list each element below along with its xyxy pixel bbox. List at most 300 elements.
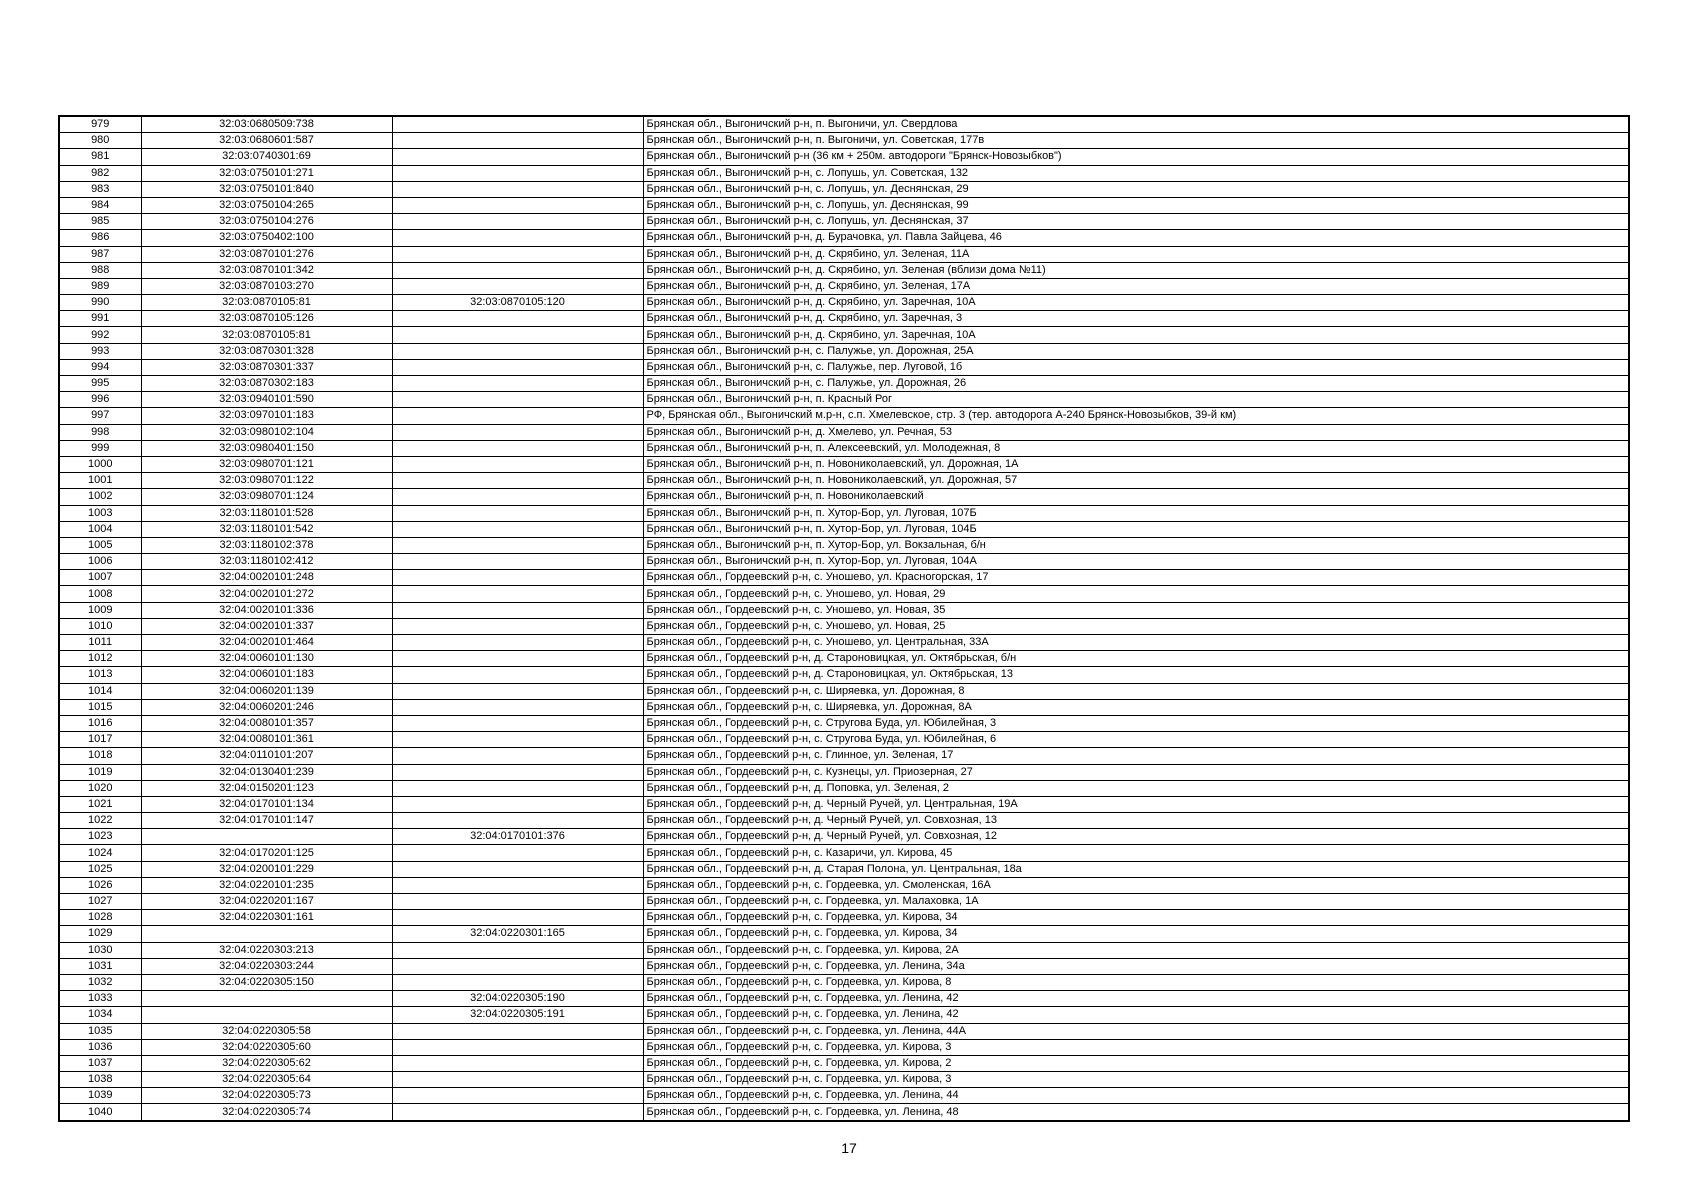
secondary-cadastral-number-cell	[392, 732, 643, 748]
address-cell: Брянская обл., Гордеевский р-н, д. Староновицкая, ул. Октябрьская, 13	[643, 667, 1629, 683]
table-row	[59, 861, 1629, 877]
address-cell: Брянская обл., Гордеевский р-н, д. Черный Ручей, ул. Центральная, 19А	[643, 796, 1629, 812]
row-number-cell: 1018	[59, 748, 141, 764]
table-row	[59, 149, 1629, 165]
row-number-cell: 989	[59, 278, 141, 294]
address-cell: Брянская обл., Гордеевский р-н, с. Гордеевка, ул. Ленина, 34а	[643, 958, 1629, 974]
row-number-cell: 1014	[59, 683, 141, 699]
table-row	[59, 683, 1629, 699]
secondary-cadastral-number-cell	[392, 958, 643, 974]
cadastral-number-cell: 32:03:1180101:542	[141, 521, 392, 537]
secondary-cadastral-number-cell	[392, 942, 643, 958]
address-cell: Брянская обл., Выгоничский р-н, д. Хмелево, ул. Речная, 53	[643, 424, 1629, 440]
cadastral-number-cell: 32:04:0020101:272	[141, 586, 392, 602]
address-cell: Брянская обл., Выгоничский р-н, д. Скрябино, ул. Заречная, 10А	[643, 295, 1629, 311]
address-cell: Брянская обл., Гордеевский р-н, д. Старая Полона, ул. Центральная, 18а	[643, 861, 1629, 877]
row-number-cell: 1002	[59, 489, 141, 505]
table-row	[59, 359, 1629, 375]
address-cell: Брянская обл., Гордеевский р-н, с. Гордеевка, ул. Кирова, 2	[643, 1055, 1629, 1071]
table-row	[59, 311, 1629, 327]
table-row	[59, 974, 1629, 990]
table-row	[59, 732, 1629, 748]
row-number-cell: 1015	[59, 699, 141, 715]
table-body	[59, 116, 1629, 1121]
row-number-cell: 1010	[59, 618, 141, 634]
row-number-cell: 1034	[59, 1007, 141, 1023]
cadastral-number-cell: 32:03:0870301:337	[141, 359, 392, 375]
row-number-cell: 982	[59, 165, 141, 181]
table-row	[59, 424, 1629, 440]
secondary-cadastral-number-cell	[392, 748, 643, 764]
secondary-cadastral-number-cell	[392, 845, 643, 861]
row-number-cell: 1016	[59, 715, 141, 731]
table-row	[59, 537, 1629, 553]
secondary-cadastral-number-cell: 32:04:0170101:376	[392, 829, 643, 845]
table-row	[59, 278, 1629, 294]
address-cell: Брянская обл., Выгоничский р-н, п. Новониколаевский, ул. Дорожная, 57	[643, 473, 1629, 489]
table-row	[59, 554, 1629, 570]
address-cell: Брянская обл., Выгоничский р-н, п. Хутор-Бор, ул. Луговая, 104Б	[643, 521, 1629, 537]
secondary-cadastral-number-cell	[392, 586, 643, 602]
row-number-cell: 996	[59, 392, 141, 408]
secondary-cadastral-number-cell	[392, 813, 643, 829]
table-row	[59, 894, 1629, 910]
table-row	[59, 958, 1629, 974]
address-cell: Брянская обл., Выгоничский р-н, д. Бурачовка, ул. Павла Зайцева, 46	[643, 230, 1629, 246]
row-number-cell: 1004	[59, 521, 141, 537]
row-number-cell: 1009	[59, 602, 141, 618]
row-number-cell: 1000	[59, 456, 141, 472]
cadastral-number-cell: 32:04:0060201:139	[141, 683, 392, 699]
address-cell: Брянская обл., Выгоничский р-н, с. Палужье, ул. Дорожная, 26	[643, 376, 1629, 392]
secondary-cadastral-number-cell	[392, 910, 643, 926]
secondary-cadastral-number-cell	[392, 133, 643, 149]
address-cell: Брянская обл., Гордеевский р-н, с. Гордеевка, ул. Кирова, 3	[643, 1039, 1629, 1055]
address-cell: Брянская обл., Выгоничский р-н, с. Лопушь, ул. Деснянская, 37	[643, 214, 1629, 230]
cadastral-number-cell: 32:03:1180101:528	[141, 505, 392, 521]
table-row	[59, 456, 1629, 472]
row-number-cell: 1032	[59, 974, 141, 990]
secondary-cadastral-number-cell	[392, 570, 643, 586]
secondary-cadastral-number-cell	[392, 861, 643, 877]
table-row	[59, 651, 1629, 667]
cadastral-number-cell: 32:03:0980701:121	[141, 456, 392, 472]
cadastral-number-cell: 32:03:0740301:69	[141, 149, 392, 165]
cadastral-number-cell: 32:03:0870105:81	[141, 327, 392, 343]
cadastral-number-cell: 32:04:0220303:213	[141, 942, 392, 958]
table-row	[59, 635, 1629, 651]
secondary-cadastral-number-cell	[392, 311, 643, 327]
row-number-cell: 1028	[59, 910, 141, 926]
cadastral-number-cell	[141, 991, 392, 1007]
cadastral-number-cell: 32:03:0870101:342	[141, 262, 392, 278]
row-number-cell: 1024	[59, 845, 141, 861]
address-cell: Брянская обл., Выгоничский р-н, п. Новониколаевский, ул. Дорожная, 1А	[643, 456, 1629, 472]
row-number-cell: 998	[59, 424, 141, 440]
row-number-cell: 988	[59, 262, 141, 278]
cadastral-number-cell: 32:03:0980701:124	[141, 489, 392, 505]
cadastral-number-cell: 32:03:0980701:122	[141, 473, 392, 489]
address-cell: Брянская обл., Гордеевский р-н, с. Гордеевка, ул. Кирова, 2А	[643, 942, 1629, 958]
cadastral-number-cell: 32:04:0220305:150	[141, 974, 392, 990]
cadastral-number-cell: 32:04:0220303:244	[141, 958, 392, 974]
address-cell: Брянская обл., Гордеевский р-н, с. Ширяевка, ул. Дорожная, 8	[643, 683, 1629, 699]
table-row	[59, 715, 1629, 731]
row-number-cell: 979	[59, 116, 141, 133]
cadastral-objects-table	[58, 115, 1630, 1122]
secondary-cadastral-number-cell	[392, 343, 643, 359]
row-number-cell: 1039	[59, 1088, 141, 1104]
secondary-cadastral-number-cell	[392, 715, 643, 731]
cadastral-number-cell: 32:04:0220305:62	[141, 1055, 392, 1071]
row-number-cell: 1006	[59, 554, 141, 570]
cadastral-number-cell	[141, 1007, 392, 1023]
table-row	[59, 408, 1629, 424]
secondary-cadastral-number-cell: 32:04:0220305:191	[392, 1007, 643, 1023]
row-number-cell: 1005	[59, 537, 141, 553]
address-cell: Брянская обл., Гордеевский р-н, с. Уношево, ул. Центральная, 33А	[643, 635, 1629, 651]
secondary-cadastral-number-cell	[392, 554, 643, 570]
address-cell: Брянская обл., Выгоничский р-н, п. Хутор-Бор, ул. Луговая, 107Б	[643, 505, 1629, 521]
secondary-cadastral-number-cell	[392, 877, 643, 893]
secondary-cadastral-number-cell	[392, 408, 643, 424]
secondary-cadastral-number-cell	[392, 359, 643, 375]
row-number-cell: 1031	[59, 958, 141, 974]
cadastral-number-cell: 32:04:0170101:134	[141, 796, 392, 812]
cadastral-number-cell: 32:04:0020101:464	[141, 635, 392, 651]
cadastral-number-cell: 32:04:0220305:58	[141, 1023, 392, 1039]
address-cell: Брянская обл., Выгоничский р-н, с. Палужье, пер. Луговой, 1б	[643, 359, 1629, 375]
row-number-cell: 980	[59, 133, 141, 149]
address-cell: Брянская обл., Гордеевский р-н, с. Казаричи, ул. Кирова, 45	[643, 845, 1629, 861]
address-cell: Брянская обл., Выгоничский р-н, с. Палужье, ул. Дорожная, 25А	[643, 343, 1629, 359]
table-row	[59, 1104, 1629, 1121]
secondary-cadastral-number-cell	[392, 392, 643, 408]
secondary-cadastral-number-cell	[392, 699, 643, 715]
secondary-cadastral-number-cell	[392, 489, 643, 505]
secondary-cadastral-number-cell: 32:04:0220305:190	[392, 991, 643, 1007]
address-cell: Брянская обл., Гордеевский р-н, с. Гордеевка, ул. Кирова, 8	[643, 974, 1629, 990]
table-row	[59, 1088, 1629, 1104]
secondary-cadastral-number-cell	[392, 764, 643, 780]
cadastral-number-cell: 32:03:0750104:276	[141, 214, 392, 230]
cadastral-number-cell: 32:03:0870301:328	[141, 343, 392, 359]
cadastral-number-cell: 32:03:1180102:378	[141, 537, 392, 553]
table-row	[59, 214, 1629, 230]
address-cell: Брянская обл., Гордеевский р-н, с. Гордеевка, ул. Кирова, 34	[643, 910, 1629, 926]
row-number-cell: 1033	[59, 991, 141, 1007]
table-row	[59, 845, 1629, 861]
secondary-cadastral-number-cell	[392, 456, 643, 472]
row-number-cell: 1012	[59, 651, 141, 667]
cadastral-number-cell: 32:03:0750101:271	[141, 165, 392, 181]
address-cell: Брянская обл., Гордеевский р-н, с. Гордеевка, ул. Ленина, 44А	[643, 1023, 1629, 1039]
table-row	[59, 991, 1629, 1007]
secondary-cadastral-number-cell	[392, 116, 643, 133]
address-cell: Брянская обл., Гордеевский р-н, с. Уношево, ул. Красногорская, 17	[643, 570, 1629, 586]
table-row	[59, 327, 1629, 343]
address-cell: Брянская обл., Гордеевский р-н, с. Уношево, ул. Новая, 25	[643, 618, 1629, 634]
address-cell: Брянская обл., Выгоничский р-н, п. Хутор-Бор, ул. Луговая, 104А	[643, 554, 1629, 570]
cadastral-number-cell: 32:04:0020101:337	[141, 618, 392, 634]
row-number-cell: 1017	[59, 732, 141, 748]
cadastral-number-cell: 32:04:0220305:74	[141, 1104, 392, 1121]
cadastral-number-cell: 32:03:0870105:126	[141, 311, 392, 327]
secondary-cadastral-number-cell	[392, 149, 643, 165]
cadastral-number-cell: 32:03:0870302:183	[141, 376, 392, 392]
address-cell: Брянская обл., Гордеевский р-н, с. Уношево, ул. Новая, 29	[643, 586, 1629, 602]
secondary-cadastral-number-cell	[392, 521, 643, 537]
row-number-cell: 994	[59, 359, 141, 375]
secondary-cadastral-number-cell	[392, 278, 643, 294]
table-row	[59, 230, 1629, 246]
secondary-cadastral-number-cell	[392, 246, 643, 262]
address-cell: Брянская обл., Гордеевский р-н, с. Гордеевка, ул. Ленина, 48	[643, 1104, 1629, 1121]
address-cell: Брянская обл., Гордеевский р-н, с. Ширяевка, ул. Дорожная, 8А	[643, 699, 1629, 715]
secondary-cadastral-number-cell	[392, 376, 643, 392]
secondary-cadastral-number-cell	[392, 197, 643, 213]
secondary-cadastral-number-cell	[392, 424, 643, 440]
secondary-cadastral-number-cell	[392, 262, 643, 278]
address-cell: Брянская обл., Гордеевский р-н, д. Староновицкая, ул. Октябрьская, б/н	[643, 651, 1629, 667]
cadastral-number-cell: 32:04:0020101:336	[141, 602, 392, 618]
secondary-cadastral-number-cell	[392, 780, 643, 796]
table-row	[59, 133, 1629, 149]
table-row	[59, 376, 1629, 392]
address-cell: Брянская обл., Выгоничский р-н, д. Скрябино, ул. Заречная, 10А	[643, 327, 1629, 343]
table-row	[59, 877, 1629, 893]
address-cell: Брянская обл., Выгоничский р-н, п. Выгоничи, ул. Свердлова	[643, 116, 1629, 133]
table-row	[59, 1023, 1629, 1039]
cadastral-number-cell: 32:03:0680509:738	[141, 116, 392, 133]
address-cell: Брянская обл., Гордеевский р-н, с. Гордеевка, ул. Ленина, 42	[643, 1007, 1629, 1023]
table-row	[59, 505, 1629, 521]
address-cell: Брянская обл., Гордеевский р-н, с. Глинное, ул. Зеленая, 17	[643, 748, 1629, 764]
row-number-cell: 1007	[59, 570, 141, 586]
address-cell: Брянская обл., Гордеевский р-н, с. Уношево, ул. Новая, 35	[643, 602, 1629, 618]
table-row	[59, 262, 1629, 278]
row-number-cell: 1011	[59, 635, 141, 651]
row-number-cell: 1029	[59, 926, 141, 942]
cadastral-number-cell	[141, 926, 392, 942]
secondary-cadastral-number-cell	[392, 1088, 643, 1104]
address-cell: Брянская обл., Выгоничский р-н, с. Лопушь, ул. Советская, 132	[643, 165, 1629, 181]
secondary-cadastral-number-cell	[392, 473, 643, 489]
address-cell: Брянская обл., Выгоничский р-н (36 км + 250м. автодороги "Брянск-Новозыбков")	[643, 149, 1629, 165]
table-row	[59, 343, 1629, 359]
row-number-cell: 987	[59, 246, 141, 262]
secondary-cadastral-number-cell	[392, 618, 643, 634]
cadastral-number-cell: 32:03:0750402:100	[141, 230, 392, 246]
address-cell: Брянская обл., Гордеевский р-н, с. Стругова Буда, ул. Юбилейная, 3	[643, 715, 1629, 731]
row-number-cell: 1037	[59, 1055, 141, 1071]
address-cell: Брянская обл., Гордеевский р-н, д. Черный Ручей, ул. Совхозная, 12	[643, 829, 1629, 845]
address-cell: Брянская обл., Гордеевский р-н, с. Гордеевка, ул. Кирова, 3	[643, 1072, 1629, 1088]
table-row	[59, 910, 1629, 926]
cadastral-number-cell	[141, 829, 392, 845]
table-row	[59, 748, 1629, 764]
row-number-cell: 990	[59, 295, 141, 311]
cadastral-number-cell: 32:03:0750101:840	[141, 181, 392, 197]
secondary-cadastral-number-cell	[392, 1039, 643, 1055]
cadastral-number-cell: 32:04:0220201:167	[141, 894, 392, 910]
secondary-cadastral-number-cell	[392, 683, 643, 699]
address-cell: Брянская обл., Гордеевский р-н, с. Гордеевка, ул. Смоленская, 16А	[643, 877, 1629, 893]
table-row	[59, 618, 1629, 634]
address-cell: Брянская обл., Выгоничский р-н, д. Скрябино, ул. Зеленая, 17А	[643, 278, 1629, 294]
table-row	[59, 926, 1629, 942]
address-cell: Брянская обл., Выгоничский р-н, п. Алексеевский, ул. Молодежная, 8	[643, 440, 1629, 456]
row-number-cell: 1003	[59, 505, 141, 521]
address-cell: Брянская обл., Гордеевский р-н, с. Гордеевка, ул. Ленина, 44	[643, 1088, 1629, 1104]
row-number-cell: 997	[59, 408, 141, 424]
cadastral-number-cell: 32:03:0940101:590	[141, 392, 392, 408]
row-number-cell: 1023	[59, 829, 141, 845]
secondary-cadastral-number-cell	[392, 165, 643, 181]
row-number-cell: 984	[59, 197, 141, 213]
table-row	[59, 667, 1629, 683]
cadastral-number-cell: 32:03:0750104:265	[141, 197, 392, 213]
table-row	[59, 295, 1629, 311]
row-number-cell: 986	[59, 230, 141, 246]
row-number-cell: 995	[59, 376, 141, 392]
cadastral-number-cell: 32:03:0980401:150	[141, 440, 392, 456]
cadastral-number-cell: 32:04:0220305:64	[141, 1072, 392, 1088]
table-row	[59, 165, 1629, 181]
table-row	[59, 602, 1629, 618]
secondary-cadastral-number-cell: 32:03:0870105:120	[392, 295, 643, 311]
row-number-cell: 992	[59, 327, 141, 343]
secondary-cadastral-number-cell	[392, 230, 643, 246]
table-row	[59, 1039, 1629, 1055]
address-cell: РФ, Брянская обл., Выгоничский м.р-н, с.п. Хмелевское, стр. 3 (тер. автодорога А-240 Брянск-Новозыбков, 39-й км)	[643, 408, 1629, 424]
cadastral-number-cell: 32:03:0680601:587	[141, 133, 392, 149]
row-number-cell: 1019	[59, 764, 141, 780]
secondary-cadastral-number-cell	[392, 667, 643, 683]
row-number-cell: 983	[59, 181, 141, 197]
secondary-cadastral-number-cell	[392, 796, 643, 812]
cadastral-number-cell: 32:03:0870103:270	[141, 278, 392, 294]
address-cell: Брянская обл., Выгоничский р-н, п. Выгоничи, ул. Советская, 177в	[643, 133, 1629, 149]
table-row	[59, 764, 1629, 780]
table-row	[59, 392, 1629, 408]
cadastral-number-cell: 32:04:0060101:183	[141, 667, 392, 683]
cadastral-number-cell: 32:03:1180102:412	[141, 554, 392, 570]
secondary-cadastral-number-cell	[392, 635, 643, 651]
cadastral-number-cell: 32:04:0220101:235	[141, 877, 392, 893]
table-row	[59, 1072, 1629, 1088]
cadastral-number-cell: 32:04:0200101:229	[141, 861, 392, 877]
table-row	[59, 942, 1629, 958]
table-row	[59, 116, 1629, 133]
row-number-cell: 1020	[59, 780, 141, 796]
cadastral-number-cell: 32:04:0150201:123	[141, 780, 392, 796]
secondary-cadastral-number-cell	[392, 327, 643, 343]
row-number-cell: 991	[59, 311, 141, 327]
table-row	[59, 829, 1629, 845]
row-number-cell: 1026	[59, 877, 141, 893]
secondary-cadastral-number-cell	[392, 1055, 643, 1071]
table-row	[59, 181, 1629, 197]
address-cell: Брянская обл., Выгоничский р-н, д. Скрябино, ул. Зеленая (вблизи дома №11)	[643, 262, 1629, 278]
table-row	[59, 521, 1629, 537]
cadastral-number-cell: 32:03:0870101:276	[141, 246, 392, 262]
secondary-cadastral-number-cell	[392, 651, 643, 667]
table-row	[59, 570, 1629, 586]
table-row	[59, 489, 1629, 505]
cadastral-number-cell: 32:03:0980102:104	[141, 424, 392, 440]
row-number-cell: 1040	[59, 1104, 141, 1121]
address-cell: Брянская обл., Выгоничский р-н, п. Красный Рог	[643, 392, 1629, 408]
address-cell: Брянская обл., Гордеевский р-н, с. Гордеевка, ул. Ленина, 42	[643, 991, 1629, 1007]
address-cell: Брянская обл., Гордеевский р-н, с. Кузнецы, ул. Приозерная, 27	[643, 764, 1629, 780]
row-number-cell: 1038	[59, 1072, 141, 1088]
table-row	[59, 1007, 1629, 1023]
secondary-cadastral-number-cell	[392, 1072, 643, 1088]
cadastral-number-cell: 32:04:0220301:161	[141, 910, 392, 926]
table-row	[59, 813, 1629, 829]
cadastral-number-cell: 32:04:0080101:357	[141, 715, 392, 731]
address-cell: Брянская обл., Выгоничский р-н, п. Новониколаевский	[643, 489, 1629, 505]
secondary-cadastral-number-cell	[392, 214, 643, 230]
cadastral-number-cell: 32:04:0170201:125	[141, 845, 392, 861]
secondary-cadastral-number-cell: 32:04:0220301:165	[392, 926, 643, 942]
address-cell: Брянская обл., Выгоничский р-н, п. Хутор-Бор, ул. Вокзальная, б/н	[643, 537, 1629, 553]
row-number-cell: 1013	[59, 667, 141, 683]
address-cell: Брянская обл., Гордеевский р-н, с. Стругова Буда, ул. Юбилейная, 6	[643, 732, 1629, 748]
row-number-cell: 985	[59, 214, 141, 230]
cadastral-number-cell: 32:04:0110101:207	[141, 748, 392, 764]
row-number-cell: 1021	[59, 796, 141, 812]
row-number-cell: 981	[59, 149, 141, 165]
row-number-cell: 1030	[59, 942, 141, 958]
address-cell: Брянская обл., Гордеевский р-н, д. Черный Ручей, ул. Совхозная, 13	[643, 813, 1629, 829]
table-row	[59, 586, 1629, 602]
table-row	[59, 440, 1629, 456]
secondary-cadastral-number-cell	[392, 1023, 643, 1039]
table-row	[59, 699, 1629, 715]
secondary-cadastral-number-cell	[392, 505, 643, 521]
cadastral-number-cell: 32:03:0970101:183	[141, 408, 392, 424]
row-number-cell: 1001	[59, 473, 141, 489]
cadastral-number-cell: 32:04:0020101:248	[141, 570, 392, 586]
row-number-cell: 1035	[59, 1023, 141, 1039]
address-cell: Брянская обл., Гордеевский р-н, с. Гордеевка, ул. Кирова, 34	[643, 926, 1629, 942]
row-number-cell: 1027	[59, 894, 141, 910]
address-cell: Брянская обл., Выгоничский р-н, с. Лопушь, ул. Деснянская, 99	[643, 197, 1629, 213]
secondary-cadastral-number-cell	[392, 974, 643, 990]
secondary-cadastral-number-cell	[392, 181, 643, 197]
row-number-cell: 1022	[59, 813, 141, 829]
page-number: 17	[841, 1140, 857, 1156]
secondary-cadastral-number-cell	[392, 440, 643, 456]
address-cell: Брянская обл., Гордеевский р-н, с. Гордеевка, ул. Малаховка, 1А	[643, 894, 1629, 910]
cadastral-number-cell: 32:04:0170101:147	[141, 813, 392, 829]
cadastral-number-cell: 32:04:0220305:60	[141, 1039, 392, 1055]
cadastral-number-cell: 32:04:0080101:361	[141, 732, 392, 748]
cadastral-number-cell: 32:03:0870105:81	[141, 295, 392, 311]
row-number-cell: 1025	[59, 861, 141, 877]
secondary-cadastral-number-cell	[392, 1104, 643, 1121]
table-row	[59, 197, 1629, 213]
row-number-cell: 999	[59, 440, 141, 456]
row-number-cell: 1036	[59, 1039, 141, 1055]
table-row	[59, 473, 1629, 489]
cadastral-number-cell: 32:04:0130401:239	[141, 764, 392, 780]
address-cell: Брянская обл., Выгоничский р-н, д. Скрябино, ул. Зеленая, 11А	[643, 246, 1629, 262]
address-cell: Брянская обл., Выгоничский р-н, д. Скрябино, ул. Заречная, 3	[643, 311, 1629, 327]
row-number-cell: 1008	[59, 586, 141, 602]
